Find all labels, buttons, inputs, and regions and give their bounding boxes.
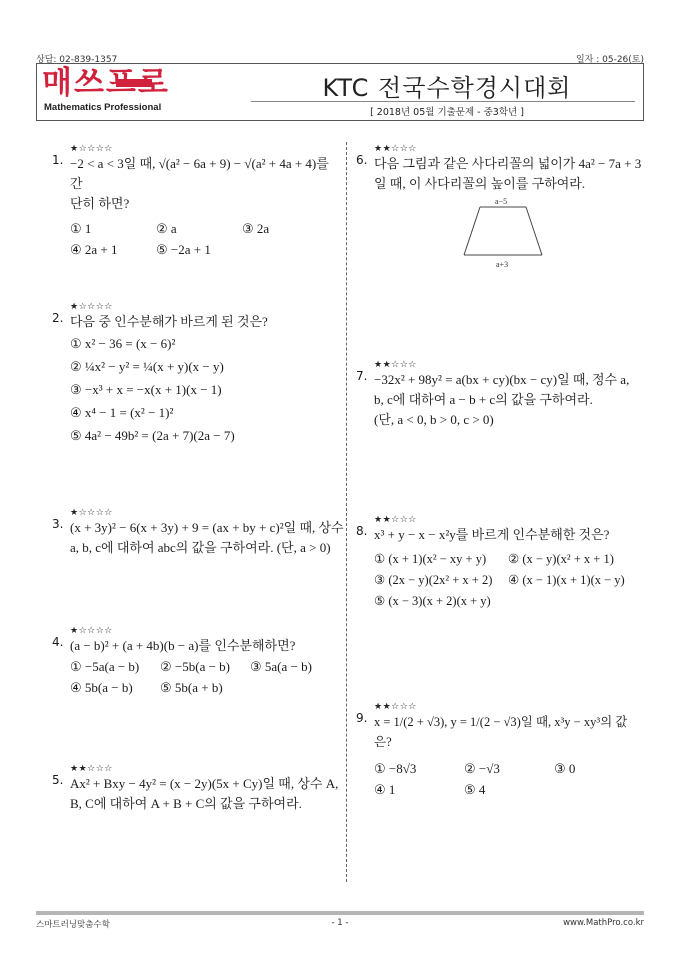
problem-4 [52, 626, 344, 698]
option-5[interactable]: ⑤ 5b(a + b) [160, 680, 223, 695]
trapezoid-figure [440, 197, 570, 271]
problem-number: 2. [52, 311, 64, 325]
problem-number: 4. [52, 635, 64, 649]
problem-number: 5. [52, 773, 64, 787]
footer-brand: 스마트러닝맞춤수학 [36, 920, 110, 930]
problem-8 [356, 515, 644, 612]
problem-9 [356, 702, 644, 800]
problem-line: 일 때, 이 사다리꼴의 높이를 구하여라. [374, 176, 586, 191]
difficulty-stars: ★☆☆☆☆ [70, 508, 113, 518]
option-1[interactable]: ① −8√3 [374, 761, 417, 776]
footer-website-link[interactable]: www.MathPro.co.kr [563, 918, 644, 928]
exam-subtitle: [ 2018년 05월 기출문제 - 중3학년 ] [370, 107, 524, 118]
option-3[interactable]: ③ (2x − y)(2x² + x + 2) [374, 573, 493, 587]
date-text: 일자 : 05-26(토) [575, 55, 644, 65]
page-number: - 1 - [331, 918, 349, 928]
problem-number: 7. [356, 369, 368, 383]
difficulty-stars: ★☆☆☆☆ [70, 626, 113, 636]
difficulty-stars: ★☆☆☆☆ [70, 302, 113, 312]
option-4[interactable]: ④ x⁴ − 1 = (x² − 1)² [70, 405, 174, 420]
trapezoid-left-edge [464, 207, 480, 255]
option-4[interactable]: ④ (x − 1)(x + 1)(x − y) [508, 573, 625, 587]
option-4[interactable]: ④ 1 [374, 782, 396, 797]
column-divider [346, 142, 347, 882]
footer-bar [36, 911, 644, 915]
option-2[interactable]: ② (x − y)(x² + x + 1) [508, 552, 614, 566]
option-5[interactable]: ⑤ (x − 3)(x + 2)(x + y) [374, 594, 491, 608]
page-title: KTC 전국수학경시대회 [322, 74, 572, 102]
option-1[interactable]: ① (x + 1)(x² − xy + y) [374, 552, 487, 566]
difficulty-stars: ★☆☆☆☆ [70, 144, 113, 154]
mathpro-logo [42, 65, 232, 115]
problem-line: a, b, c에 대하여 abc의 값을 구하여라. (단, a > 0) [70, 540, 331, 555]
problem-line: B, C에 대하여 A + B + C의 값을 구하여라. [70, 796, 302, 811]
option-1[interactable]: ① x² − 36 = (x − 6)² [70, 336, 176, 351]
problem-6 [356, 144, 644, 194]
problem-line: (x + 3y)² − 6(x + 3y) + 9 = (ax + by + c)²일 때, 상수 [70, 520, 344, 535]
problem-line: −2 < a < 3일 때, √(a² − 6a + 9) − √(a² + 4a + 4)를 간 [70, 156, 329, 191]
problem-5 [52, 764, 344, 814]
problem-7 [356, 360, 644, 430]
option-1[interactable]: ① −5a(a − b) [70, 659, 140, 674]
problem-line: 단히 하면? [70, 196, 130, 211]
option-2[interactable]: ② ¼x² − y² = ¼(x + y)(x − y) [70, 359, 224, 374]
problem-line: −32x² + 98y² = a(bx + cy)(bx − cy)일 때, 정수 a, [374, 372, 630, 387]
option-3[interactable]: ③ 2a [242, 221, 270, 236]
difficulty-stars: ★★☆☆☆ [374, 702, 417, 712]
title-rule [251, 101, 635, 102]
problem-number: 1. [52, 153, 64, 167]
problem-line: (단, a < 0, b > 0, c > 0) [374, 412, 494, 427]
problem-line: 다음 중 인수분해가 바르게 된 것은? [70, 314, 268, 329]
problem-2 [52, 302, 340, 447]
difficulty-stars: ★★☆☆☆ [70, 764, 113, 774]
option-2[interactable]: ② −√3 [464, 761, 500, 776]
trapezoid-bottom-label: a+3 [496, 260, 509, 269]
problem-3 [52, 508, 344, 558]
option-3[interactable]: ③ −x³ + x = −x(x + 1)(x − 1) [70, 382, 222, 397]
options [374, 549, 644, 612]
option-4[interactable]: ④ 2a + 1 [70, 242, 118, 257]
options [70, 656, 344, 698]
option-1[interactable]: ① 1 [70, 221, 92, 236]
problem-1 [52, 144, 340, 260]
header-box [36, 63, 644, 121]
option-5[interactable]: ⑤ −2a + 1 [156, 242, 211, 257]
problem-number: 9. [356, 711, 368, 725]
trapezoid-right-edge [526, 207, 542, 255]
difficulty-stars: ★★☆☆☆ [374, 515, 417, 525]
option-2[interactable]: ② −5b(a − b) [160, 659, 230, 674]
problem-line: x³ + y − x − x²y를 바르게 인수분해한 것은? [374, 527, 610, 542]
problem-line: b, c에 대하여 a − b + c의 값을 구하여라. [374, 392, 593, 407]
option-2[interactable]: ② a [156, 221, 177, 236]
problem-number: 3. [52, 517, 64, 531]
trapezoid-top-label: a−5 [495, 197, 508, 206]
options [70, 332, 340, 447]
problem-number: 6. [356, 153, 368, 167]
problem-line: 다음 그림과 같은 사다리꼴의 넓이가 4a² − 7a + 3 [374, 156, 642, 171]
options [70, 218, 340, 260]
problem-line: x = 1/(2 + √3), y = 1/(2 − √3)일 때, x³y − xy³의 값은? [374, 715, 628, 749]
problem-number: 8. [356, 524, 368, 538]
difficulty-stars: ★★☆☆☆ [374, 360, 417, 370]
option-3[interactable]: ③ 5a(a − b) [250, 659, 312, 674]
contact-text: 상담: 02-839-1357 [36, 55, 118, 65]
logo-text: 매쓰프로 [42, 65, 170, 101]
problem-line: (a − b)² + (a + 4b)(b − a)를 인수분해하면? [70, 638, 296, 653]
option-5[interactable]: ⑤ 4a² − 49b² = (2a + 7)(2a − 7) [70, 428, 235, 443]
option-3[interactable]: ③ 0 [554, 761, 576, 776]
logo-subtitle: Mathematics Professional [44, 102, 162, 113]
option-5[interactable]: ⑤ 4 [464, 782, 486, 797]
options [374, 758, 644, 800]
option-4[interactable]: ④ 5b(a − b) [70, 680, 133, 695]
difficulty-stars: ★★☆☆☆ [374, 144, 417, 154]
problem-line: Ax² + Bxy − 4y² = (x − 2y)(5x + Cy)일 때, 상수 A, [70, 776, 339, 791]
